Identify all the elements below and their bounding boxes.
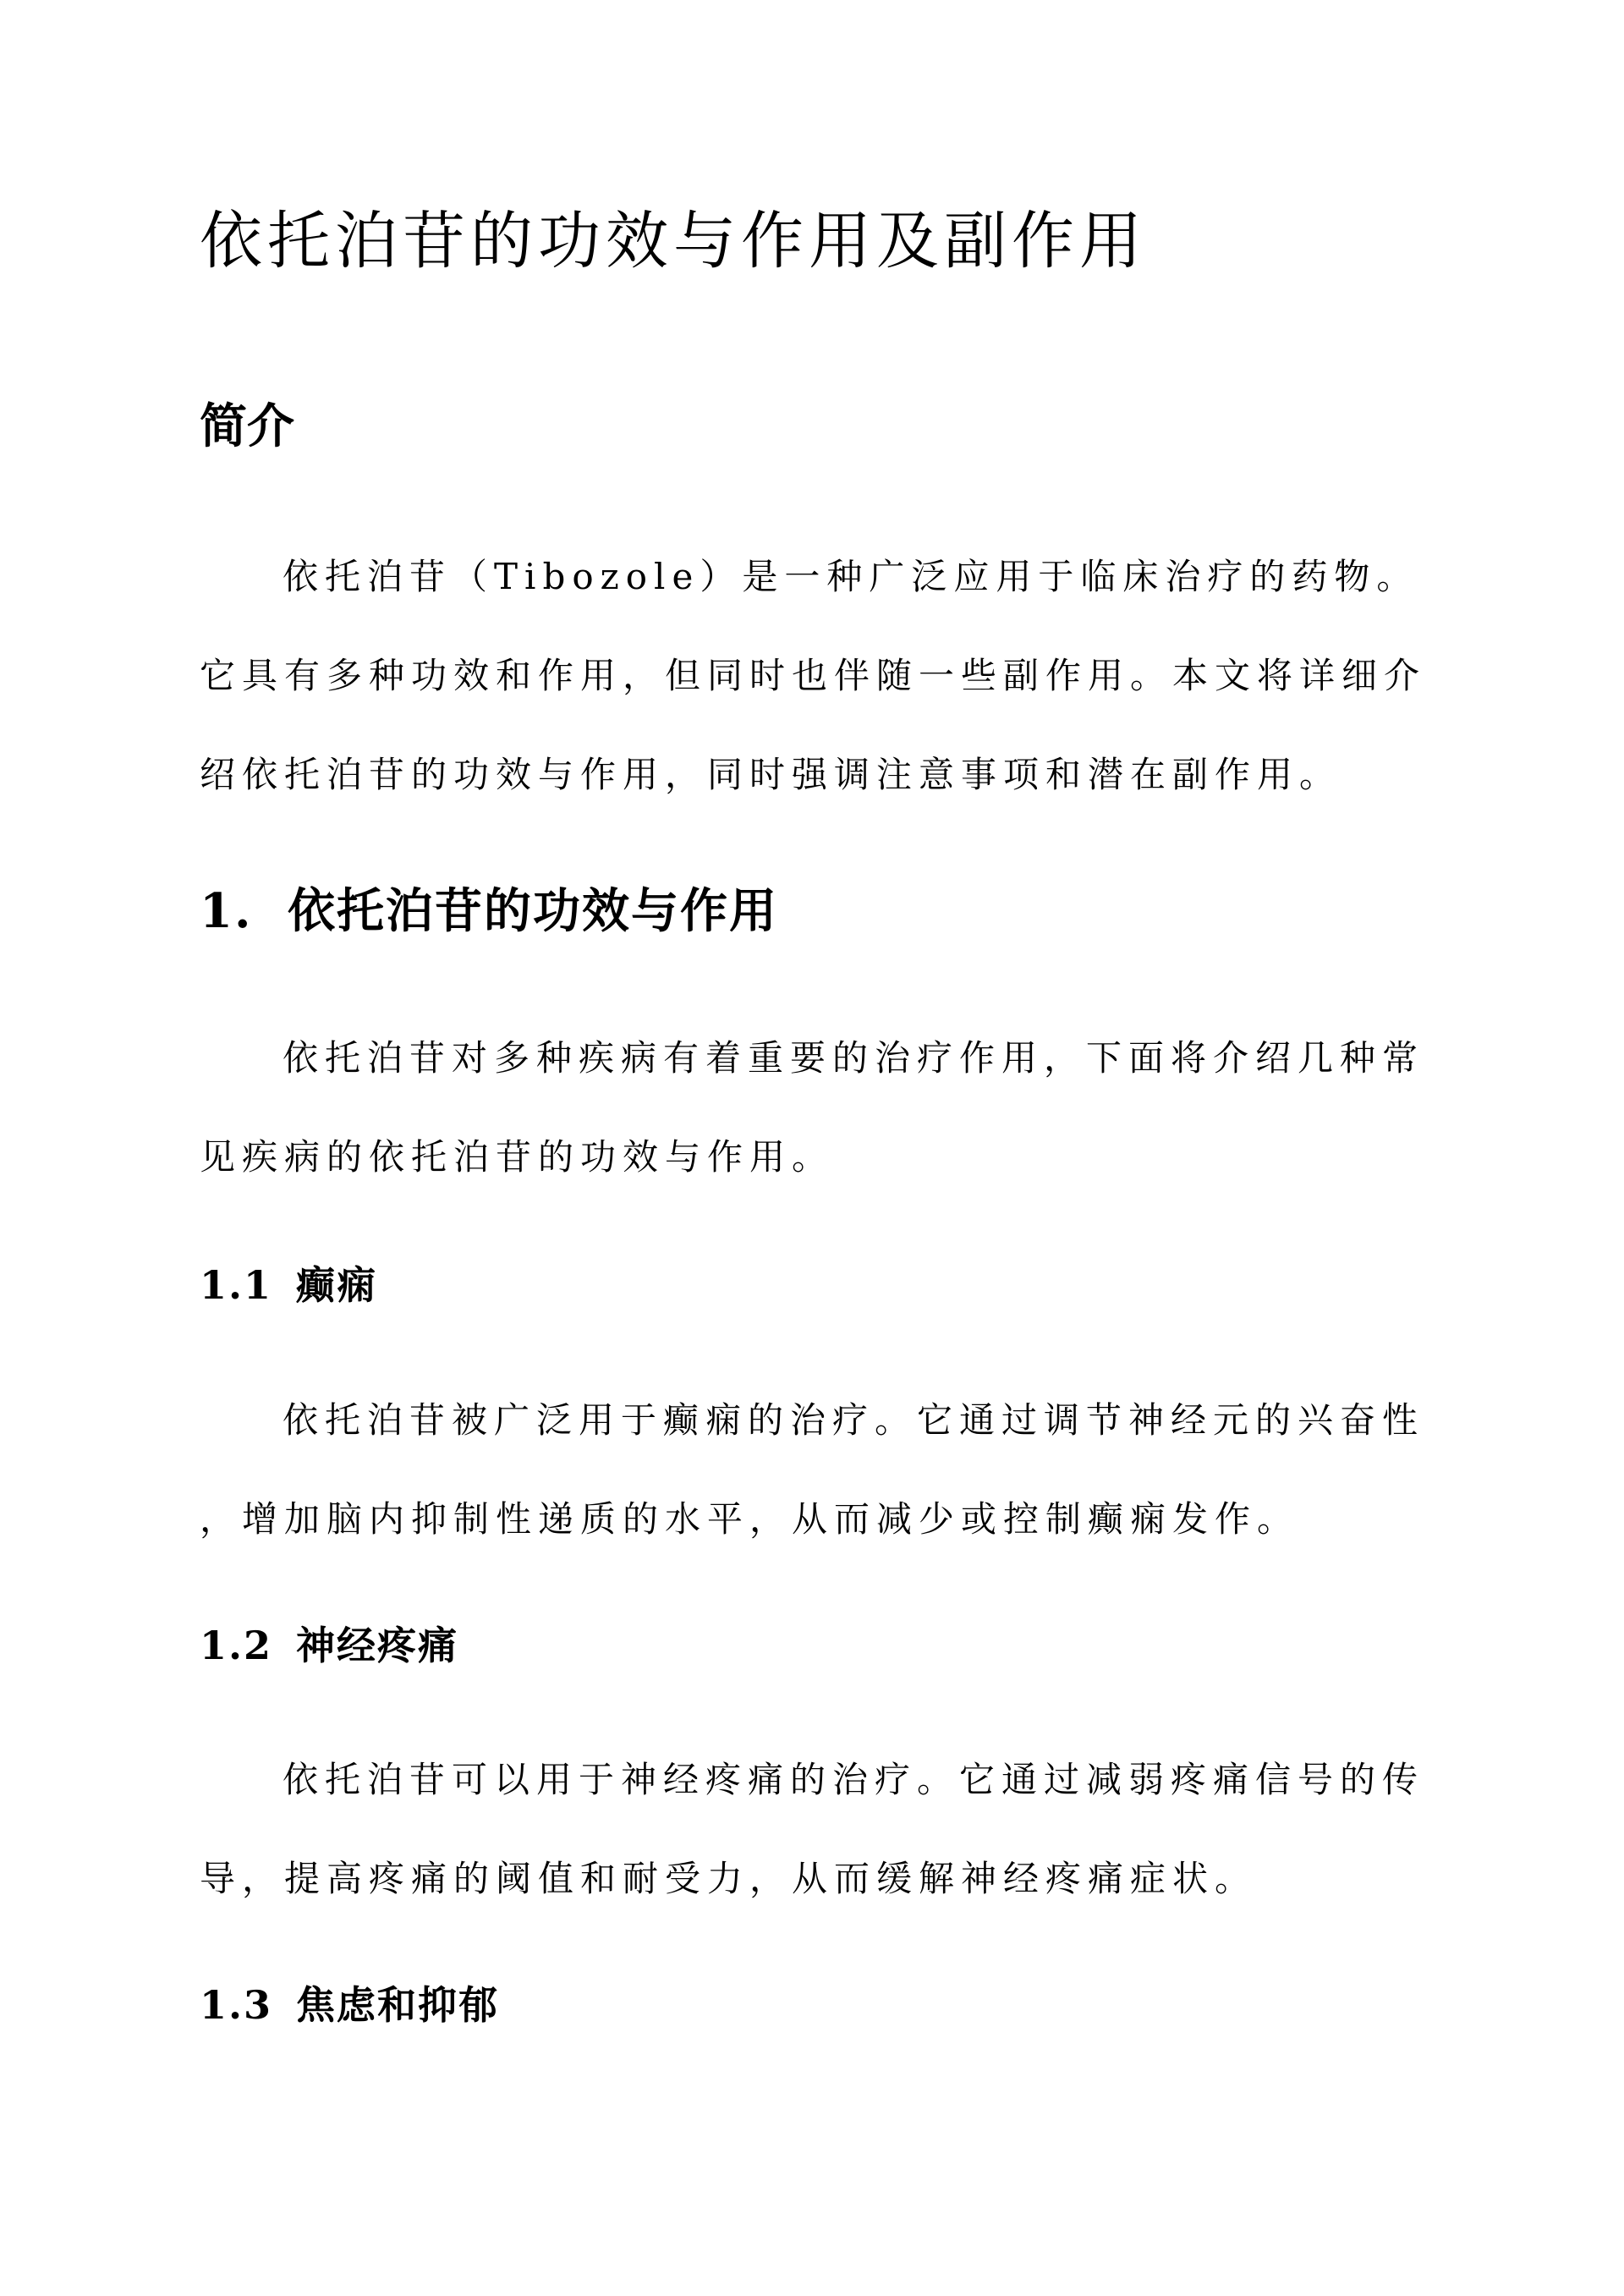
section-1-heading [200, 876, 778, 947]
intro-line-3: 绍依托泊苷的功效与作用，同时强调注意事项和潜在副作用。 [200, 754, 1342, 795]
section-1-title: 依托泊苷的功效与作用 [288, 883, 778, 939]
subsection-1-1-paragraph [200, 1370, 1426, 1568]
section-1-number: 1. [200, 883, 253, 939]
subsection-1-3-number: 1.3 [200, 1982, 273, 2028]
section-1-line-2: 见疾病的依托泊苷的功效与作用。 [200, 1136, 835, 1178]
subsection-1-1-line-2: ，增加脑内抑制性递质的水平，从而减少或控制癫痫发作。 [200, 1498, 1300, 1540]
subsection-1-2-title: 神经疼痛 [296, 1623, 458, 1668]
subsection-1-1-heading [200, 1255, 377, 1315]
subsection-1-2-paragraph [200, 1730, 1426, 1928]
intro-paragraph [200, 527, 1426, 824]
document-title: 依托泊苷的功效与作用及副作用 [200, 205, 1147, 277]
intro-line-2: 它具有多种功效和作用，但同时也伴随一些副作用。本文将详细介 [200, 655, 1427, 696]
subsection-1-3-title: 焦虑和抑郁 [296, 1982, 499, 2028]
section-1-line-1: 依托泊苷对多种疾病有着重要的治疗作用，下面将介绍几种常 [283, 1037, 1425, 1079]
intro-heading: 简介 [200, 398, 294, 454]
subsection-1-2-line-2: 导，提高疼痛的阈值和耐受力，从而缓解神经疼痛症状。 [200, 1858, 1258, 1899]
subsection-1-2-heading [200, 1616, 458, 1675]
section-1-paragraph [200, 1008, 1426, 1206]
subsection-1-2-line-1: 依托泊苷可以用于神经疼痛的治疗。它通过减弱疼痛信号的传 [283, 1759, 1425, 1800]
subsection-1-2-number: 1.2 [200, 1623, 273, 1668]
subsection-1-1-line-1: 依托泊苷被广泛用于癫痫的治疗。它通过调节神经元的兴奋性 [283, 1399, 1425, 1441]
intro-line-1: 依托泊苷（Tibozole）是一种广泛应用于临床治疗的药物。 [283, 556, 1419, 597]
subsection-1-3-heading [200, 1975, 499, 2035]
subsection-1-1-title: 癫痫 [296, 1262, 377, 1308]
subsection-1-1-number: 1.1 [200, 1262, 273, 1308]
